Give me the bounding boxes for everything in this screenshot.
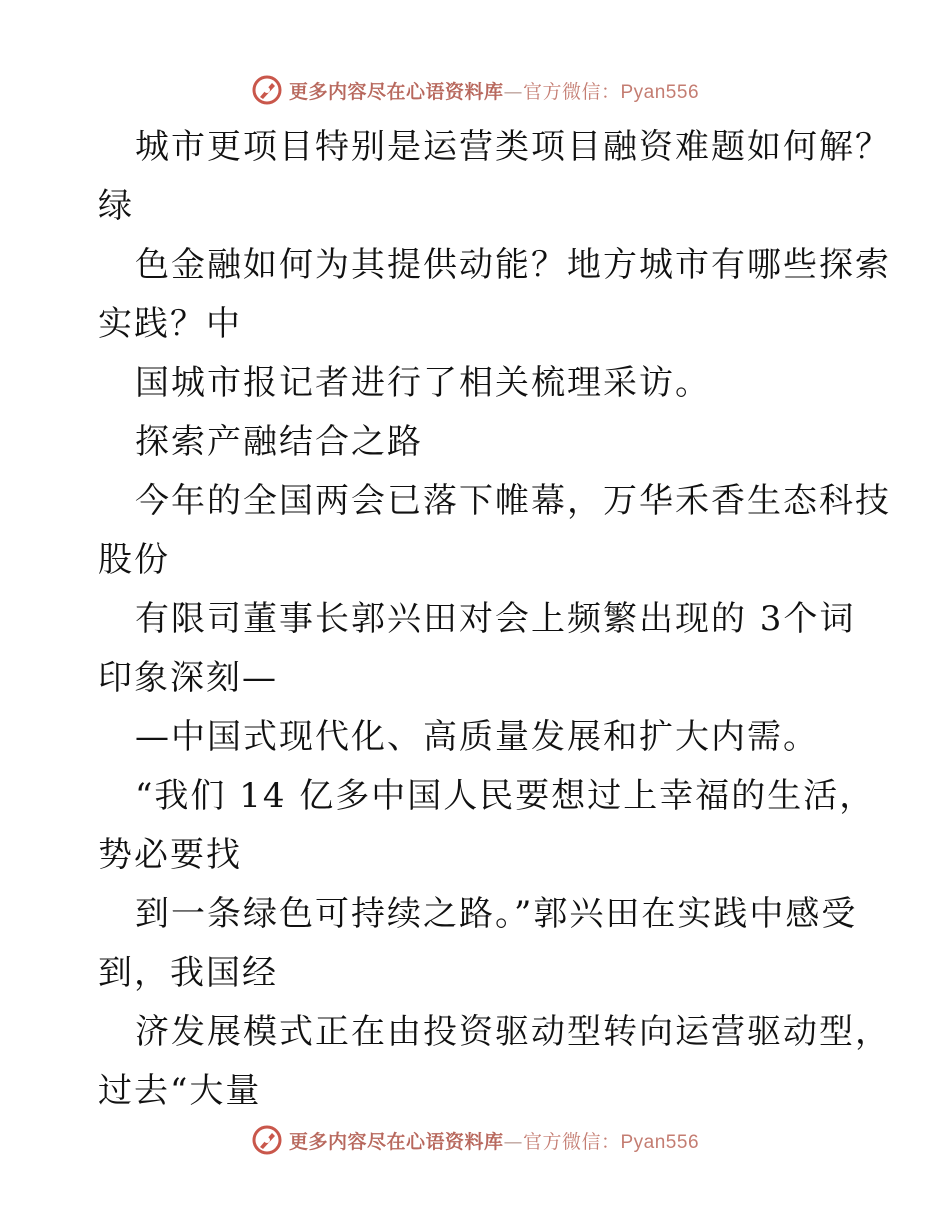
text-line: “我们 14 亿多中国人民要想过上幸福的生活， [135,776,876,816]
text-line: 城市更项目特别是运营类项目融资难题如何解？ [135,127,891,167]
text-line: 印象深刻— [98,658,278,698]
text-line: 有限司董事长郭兴田对会上频繁出现的 3个词 [135,599,856,639]
watermark-wechat-label: 官方微信： [522,80,621,103]
pen-seal-icon [251,74,283,106]
text-line: 股份 [98,540,170,580]
footer-watermark [0,1120,950,1160]
text-line: 势必要找 [98,835,242,875]
text-line: 色金融如何为其提供动能？地方城市有哪些探索 [135,245,891,285]
watermark-brand: 更多内容尽在心语资料库 [288,80,504,103]
watermark-brand: 更多内容尽在心语资料库 [288,1130,504,1153]
text-line: 国城市报记者进行了相关梳理采访。 [135,363,711,403]
section-heading: 探索产融结合之路 [135,422,423,462]
header-watermark [0,70,950,110]
watermark-separator: — [503,80,523,103]
watermark-wechat-label: 官方微信： [522,1130,621,1153]
text-line: 今年的全国两会已落下帷幕，万华禾香生态科技 [135,481,891,521]
watermark-wechat-id: Pyan556 [620,81,700,103]
text-line: 绿 [98,186,134,226]
text-line: 实践？中 [98,304,242,344]
text-line: 到，我国经 [98,953,278,993]
watermark-wechat-id: Pyan556 [620,1131,700,1153]
text-line: 济发展模式正在由投资驱动型转向运营驱动型， [135,1012,891,1052]
text-line: 到一条绿色可持续之路。”郭兴田在实践中感受 [135,894,858,934]
text-line: 过去“大量 [98,1071,262,1111]
pen-seal-icon [251,1124,283,1156]
watermark-separator: — [503,1130,523,1153]
document-body [98,118,891,1121]
text-line: —中国式现代化、高质量发展和扩大内需。 [135,717,819,757]
